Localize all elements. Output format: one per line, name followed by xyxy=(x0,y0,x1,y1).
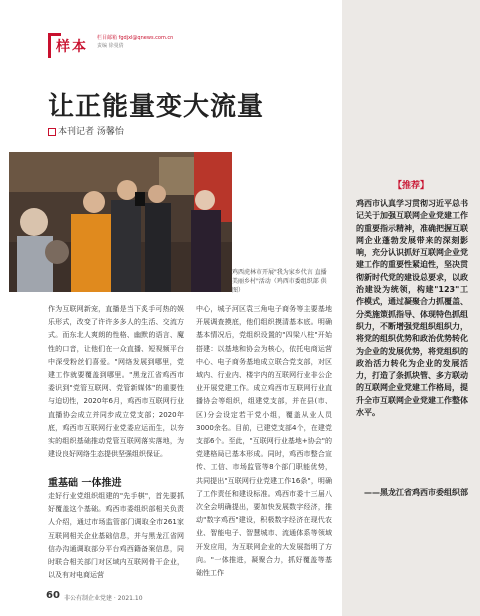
article-headline: 让正能量变大流量 xyxy=(48,92,265,122)
byline-square-icon xyxy=(48,128,56,136)
article-column-2: 中心，城子河区袁三角电子商务等主要基地开展调查摸底，他们组织摸清基本底。明确基本情况后，党组织设置的"四梁八柱"开始搭建：以基地和协会为核心，依托电商运营中心、电子商务基地成立联合党支部，对区域内、行业内、楼宇内的互联网行业非公企业开展党建工作。成立鸡西市互联网行业直播协会等组织，组建党支部，并在县(市、区)分会设定若干党小组，覆盖从业人员3000余名。目前，已建党支部4个，在建党支部6个。至此，"互联网行业基地+协会"的党建格局已基本形成。同时，鸡西市整合宣传、工信、市场监管等8个部门职能优势，共同提出"互联网行业党建工作16条"，明确了工作责任和建设标准。鸡西市委十三届八次全会明确提出，要加快发展数字经济，推动"数字鸡西"建设，积极数字经济在现代农业、智能电子、智慧城市、流通体系等领域开发应用，为互联网企业的大发展指明了方向。"一体推进，凝聚合力，抓好覆盖等基础性工作 xyxy=(196,305,332,578)
livestream-scene-image xyxy=(9,152,232,292)
article-byline xyxy=(48,124,124,137)
footer-publication: 非公有制企业党建 · 2021.10 xyxy=(64,595,143,602)
recommend-title: 【推荐】 xyxy=(392,181,429,191)
recommend-body: 鸡西市认真学习贯彻习近平总书记关于加强互联网企业党建工作的重要指示精神，准确把握互联网企业蓬勃发展带来的深刻影响，充分认识抓好互联网企业党建工作的重要性紧迫性，坚决贯彻新时代党的建设总要求，以政治建设为统领，构建"123"工作模式，通过凝聚合力抓覆盖、分类施策抓指导、体现特色抓组织力，不断增强党组织组织力，将党的组织优势和政治优势转化为企业的发展优势，将党组织的政治活力转化为企业的发展活力，打造了条抓块管、多方联动的互联网企业党建工作格局，提升全市互联网企业党建工作整体水平。 xyxy=(356,199,468,418)
column-meta xyxy=(97,34,173,50)
article-subheading: 重基础 一体推进 xyxy=(48,478,122,489)
page-number: 60 xyxy=(46,590,60,601)
byline-text: 本刊记者 汤馨怡 xyxy=(58,127,124,137)
column-label: 样本 xyxy=(56,39,88,55)
recommend-signature: ——黑龙江省鸡西市委组织部 xyxy=(364,488,468,497)
article-photo xyxy=(9,152,232,292)
photo-caption: 鸡西虎林市开展"我为家乡代言 直播美丽乡村"活动（鸡西市委组织部 供图） xyxy=(232,269,327,294)
column-editor: 责编 徐曼倩 xyxy=(97,43,124,49)
article-column-1-continued: 走好行业党组织组建的"先手棋"，首先要抓好覆盖这个基础。鸡西市委组织部相关负责人介绍，通过市场监管部门调取全市261家互联网相关企业基础信息，并与黑龙江省网信办沟通调取部分平台鸡西籍备案信息，同时联合相关部门对区域内互联网骨干企业，以及有对电商运营 xyxy=(48,492,184,580)
article-column-1: 作为互联网新宠，直播是当下炙手可热的娱乐形式，改变了许许多多人的生活、交流方式。而东北人爽朗的性格、幽默的语言、魔性的口音，让他们在一众直播、短视频平台中深受粉丝们喜爱。"网络发展到哪里，党建工作就要覆盖到哪里。"黑龙江省鸡西市委识到"党管互联网、党管新媒体"的重要性与迫切性，2020年6月，鸡西市互联网行业直播协会成立并同步成立党支部；2020年底，鸡西市互联网行业党委应运而生，以夯实的组织基础推动党管互联网落实落地，为建设良好网络生态提供坚强组织保证。 xyxy=(48,305,184,459)
column-email: 栏目邮箱 fgdjxl@qnews.com.cn xyxy=(97,35,174,41)
